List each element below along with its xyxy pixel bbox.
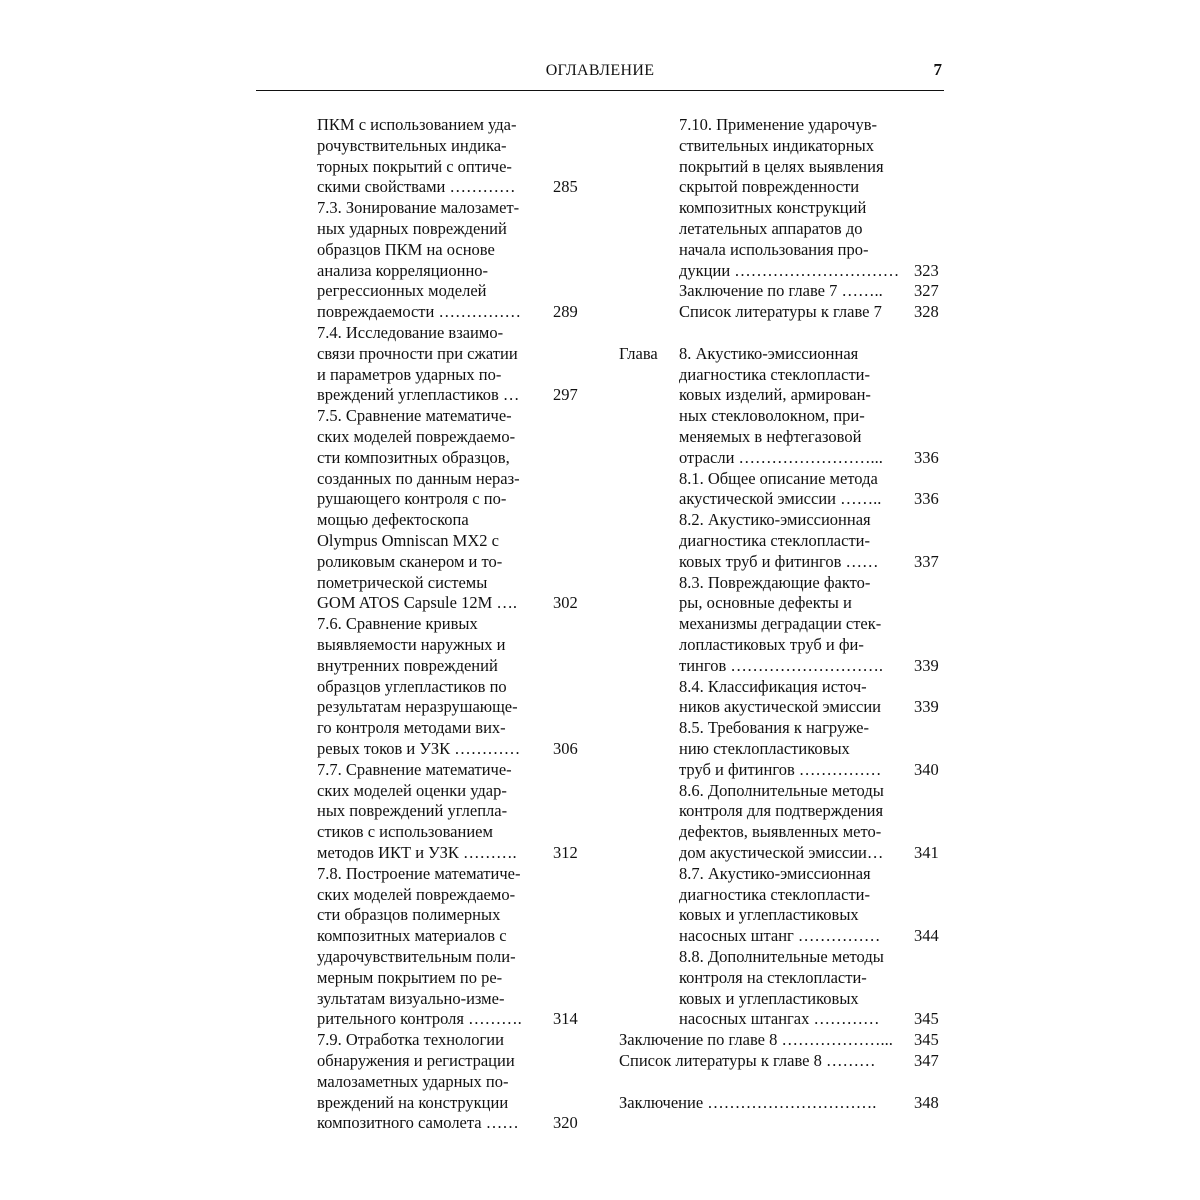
toc-line: 7.9. Отработка технологии (317, 1030, 504, 1050)
toc-page-number: 336 (914, 489, 939, 509)
toc-line: образцов углепластиков по (317, 676, 507, 696)
toc-line: покрытий в целях выявления (679, 156, 884, 176)
toc-line: диагностика стеклопласти- (679, 884, 870, 904)
toc-page-number: 340 (914, 759, 939, 779)
toc-line: 7.10. Применение ударочув- (679, 115, 877, 134)
toc-line: дефектов, выявленных мето- (679, 822, 882, 842)
toc-right-column (619, 114, 949, 1142)
toc-line: торных покрытий с оптиче- (317, 156, 512, 176)
toc-line: мерным покрытием по ре- (317, 967, 503, 987)
toc-line: контроля на стеклопласти- (679, 967, 867, 987)
toc-line: скрытой поврежденности (679, 177, 860, 197)
toc-line: меняемых в нефтегазовой (679, 427, 862, 446)
toc-line: ных повреждений углепла- (317, 801, 508, 821)
toc-line: роликовым сканером и то- (317, 551, 503, 571)
toc-line: композитного самолета …… (317, 1113, 519, 1133)
toc-page-number: 297 (553, 385, 578, 405)
toc-line: 7.6. Сравнение кривых (317, 614, 478, 634)
toc-line: Список литературы к главе 8 ……… (619, 1051, 876, 1070)
toc-page-number: 314 (553, 1009, 578, 1029)
toc-line: 8.2. Акустико-эмиссионная (679, 510, 871, 530)
toc-page-number: 339 (914, 655, 939, 675)
toc-line: сти образцов полимерных (317, 905, 501, 925)
toc-line: 7.3. Зонирование малозамет- (317, 198, 520, 218)
toc-line: ковых и углепластиковых (679, 988, 859, 1008)
toc-line: 8.3. Повреждающие факто- (679, 572, 871, 592)
toc-line: контроля для подтверждения (679, 801, 884, 821)
toc-page-number: 327 (914, 281, 939, 301)
toc-page-number: 339 (914, 697, 939, 717)
toc-line: Заключение …………………………. (619, 1092, 877, 1112)
toc-line: 8. Акустико-эмиссионная (679, 343, 859, 363)
toc-line: го контроля методами вих- (317, 718, 506, 738)
toc-page-number: 312 (553, 843, 578, 862)
toc-line: внутренних повреждений (317, 655, 498, 675)
toc-line: мощью дефектоскопа (317, 510, 469, 530)
toc-line: композитных материалов с (317, 926, 507, 946)
toc-line: вреждений углепластиков … (317, 385, 520, 405)
toc-line: обнаружения и регистрации (317, 1051, 515, 1070)
toc-line: летательных аппаратов до (679, 219, 863, 238)
toc-page-number: 345 (914, 1030, 939, 1050)
toc-line: анализа корреляционно- (317, 260, 489, 280)
toc-line: зультатам визуально-изме- (317, 988, 505, 1008)
toc-line: 8.7. Акустико-эмиссионная (679, 863, 871, 883)
toc-line: диагностика стеклопласти- (679, 531, 870, 550)
toc-line: 7.8. Построение математиче- (317, 863, 521, 883)
toc-line: скими свойствами ………… (317, 177, 516, 197)
toc-line: стиков с использованием (317, 822, 493, 842)
toc-line: 8.5. Требования к нагруже- (679, 718, 869, 738)
toc-page-number: 320 (553, 1113, 578, 1133)
toc-line: образцов ПКМ на основе (317, 239, 495, 259)
toc-line: ских моделей повреждаемо- (317, 427, 516, 446)
toc-page-number: 289 (553, 302, 578, 322)
toc-page-number: 302 (553, 593, 578, 613)
toc-line: методов ИКТ и УЗК ………. (317, 843, 517, 862)
toc-line: 7.5. Сравнение математиче- (317, 406, 512, 426)
toc-line: насосных штанг …………… (679, 926, 881, 946)
toc-line: ных стекловолокном, при- (679, 406, 865, 426)
running-header (256, 60, 944, 91)
toc-line: GOM ATOS Capsule 12M …. (317, 593, 518, 613)
toc-line: ковых изделий, армирован- (679, 385, 871, 405)
toc-page-number: 348 (914, 1092, 939, 1112)
toc-line: ников акустической эмиссии (679, 697, 881, 717)
toc-line: 8.6. Дополнительные методы (679, 780, 884, 800)
toc-line: рушающего контроля с по- (317, 489, 507, 509)
toc-line: рочувствительных индика- (317, 135, 507, 155)
toc-left-column (317, 114, 587, 1163)
toc-line: ры, основные дефекты и (679, 593, 852, 613)
header-title: ОГЛАВЛЕНИЕ (545, 62, 655, 79)
toc-line: Заключение по главе 8 ………………... (619, 1030, 893, 1050)
toc-page-number: 306 (553, 739, 578, 758)
toc-line: диагностика стеклопласти- (679, 364, 870, 384)
toc-page-number: 337 (914, 551, 939, 571)
toc-line: пометрической системы (317, 572, 488, 592)
toc-line: малозаметных ударных по- (317, 1071, 509, 1091)
toc-line: ствительных индикаторных (679, 135, 874, 155)
toc-line: связи прочности при сжатии (317, 343, 518, 363)
toc-line: 7.7. Сравнение математиче- (317, 759, 512, 779)
toc-line: дукции ………………………… (679, 260, 900, 280)
toc-line: Список литературы к главе 7 (679, 302, 882, 322)
toc-page-number: 341 (914, 843, 939, 862)
toc-line: Olympus Omniscan MX2 с (317, 531, 499, 550)
toc-page-number: 328 (914, 302, 939, 322)
toc-line: ПКМ с использованием уда- (317, 115, 517, 134)
toc-line: ских моделей повреждаемо- (317, 884, 516, 904)
toc-line: 8.1. Общее описание метода (679, 468, 878, 488)
toc-line: ковых и углепластиковых (679, 905, 859, 925)
toc-line: лопластиковых труб и фи- (679, 635, 864, 654)
toc-page-number: 323 (914, 260, 939, 280)
toc-line: ревых токов и УЗК ………… (317, 739, 521, 758)
toc-line: 8.4. Классификация источ- (679, 676, 867, 696)
page-number: 7 (933, 60, 942, 79)
toc-line: 7.4. Исследование взаимо- (317, 323, 504, 342)
toc-line: ковых труб и фитингов …… (679, 551, 879, 571)
toc-line: композитных конструкций (679, 198, 867, 218)
toc-line: сти композитных образцов, (317, 447, 510, 467)
toc-page-number: 285 (553, 177, 578, 197)
toc-page-number: 345 (914, 1009, 939, 1029)
toc-line: 8.8. Дополнительные методы (679, 947, 884, 966)
toc-line: насосных штангах ………… (679, 1009, 880, 1029)
toc-line: акустической эмиссии …….. (679, 489, 882, 509)
toc-line: Заключение по главе 7 …….. (679, 281, 883, 301)
chapter-label: Глава (619, 343, 658, 363)
toc-line: выявляемости наружных и (317, 635, 506, 654)
toc-page-number: 344 (914, 926, 939, 946)
toc-line: рительного контроля ………. (317, 1009, 522, 1029)
toc-line: нию стеклопластиковых (679, 739, 850, 758)
toc-line: механизмы деградации стек- (679, 614, 882, 634)
toc-line: начала использования про- (679, 239, 869, 259)
toc-page-number: 347 (914, 1051, 939, 1070)
toc-line: вреждений на конструкции (317, 1092, 509, 1112)
toc-line: ударочувствительным поли- (317, 947, 516, 966)
toc-page-number: 336 (914, 447, 939, 467)
toc-line: созданных по данным нераз- (317, 468, 520, 488)
toc-line: ных ударных повреждений (317, 219, 507, 238)
toc-line: повреждаемости …………… (317, 302, 521, 322)
toc-line: результатам неразрушающе- (317, 697, 518, 717)
toc-line: дом акустической эмиссии… (679, 843, 884, 862)
toc-line: регрессионных моделей (317, 281, 487, 301)
toc-line: отрасли ……………………... (679, 447, 883, 467)
toc-line: ских моделей оценки удар- (317, 780, 507, 800)
toc-line: труб и фитингов …………… (679, 759, 882, 779)
toc-line: тингов ………………………. (679, 655, 884, 675)
toc-line: и параметров ударных по- (317, 364, 502, 384)
